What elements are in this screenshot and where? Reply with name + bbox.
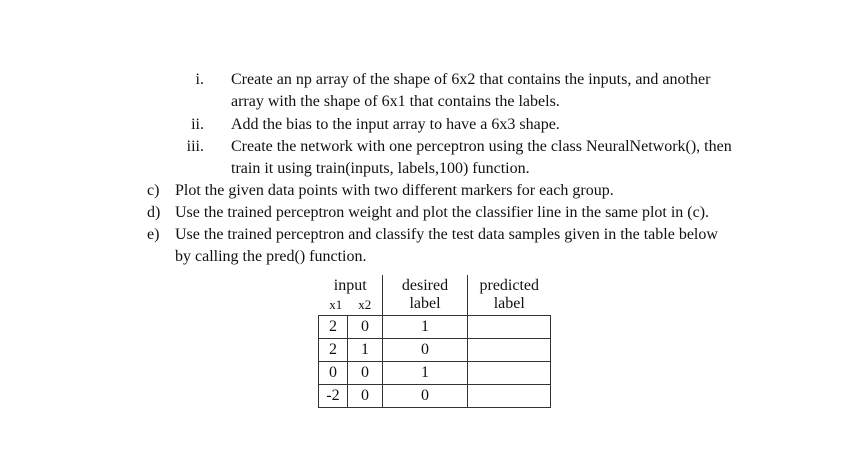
input-header: input	[333, 277, 367, 294]
table-row	[319, 339, 551, 362]
numeral-ii: ii.	[191, 116, 204, 133]
predicted-label-cell	[468, 362, 551, 385]
x2-cell: 0	[348, 385, 383, 408]
table-row	[319, 385, 551, 408]
desired-label-cell: 1	[383, 316, 468, 339]
sub-item-iii-line-1: Create the network with one perceptron using the class NeuralNetwork(), then	[231, 138, 732, 155]
test-data-table	[318, 275, 551, 408]
table-header-row	[319, 275, 551, 316]
predicted-label-cell	[468, 385, 551, 408]
x1-cell: -2	[319, 385, 348, 408]
sub-item-i-line-2: array with the shape of 6x1 that contains the labels.	[231, 93, 560, 110]
item-c-line-1: Plot the given data points with two different markers for each group.	[175, 182, 614, 199]
table-row	[319, 316, 551, 339]
x2-cell: 0	[348, 362, 383, 385]
numeral-i: i.	[195, 71, 204, 88]
desired-label-cell: 1	[383, 362, 468, 385]
predicted-label-header-cell	[468, 275, 551, 316]
desired-header-line-1: desired	[401, 277, 449, 294]
x2-cell: 0	[348, 316, 383, 339]
item-e-letter: e)	[147, 226, 160, 243]
item-c-letter: c)	[147, 182, 160, 199]
sub-item-i-line-1: Create an np array of the shape of 6x2 that contains the inputs, and another	[231, 71, 711, 88]
sub-item-iii-line-2: train it using train(inputs, labels,100) function.	[231, 160, 530, 177]
item-e-line-2: by calling the pred() function.	[175, 248, 367, 265]
item-d-line-1: Use the trained perceptron weight and plot the classifier line in the same plot in (c).	[175, 204, 710, 221]
item-e-line-1: Use the trained perceptron and classify the test data samples given in the table below	[175, 226, 718, 243]
predicted-label-cell	[468, 316, 551, 339]
desired-label-cell: 0	[383, 385, 468, 408]
item-d-letter: d)	[147, 204, 161, 221]
x1-cell: 2	[319, 316, 348, 339]
x1-cell: 2	[319, 339, 348, 362]
table-row	[319, 362, 551, 385]
predicted-header-line-1: predicted	[479, 277, 540, 294]
x2-header: x2	[358, 297, 372, 312]
sub-item-ii-line-1: Add the bias to the input array to have a 6x3 shape.	[231, 116, 560, 133]
x1-cell: 0	[319, 362, 348, 385]
x2-cell: 1	[348, 339, 383, 362]
desired-label-cell: 0	[383, 339, 468, 362]
input-header-cell	[319, 275, 383, 316]
predicted-label-cell	[468, 339, 551, 362]
x1-header: x1	[329, 297, 343, 312]
desired-label-header-cell	[383, 275, 468, 316]
numeral-iii: iii.	[186, 138, 204, 155]
desired-header-line-2: label	[409, 295, 441, 312]
predicted-header-line-2: label	[493, 295, 525, 312]
